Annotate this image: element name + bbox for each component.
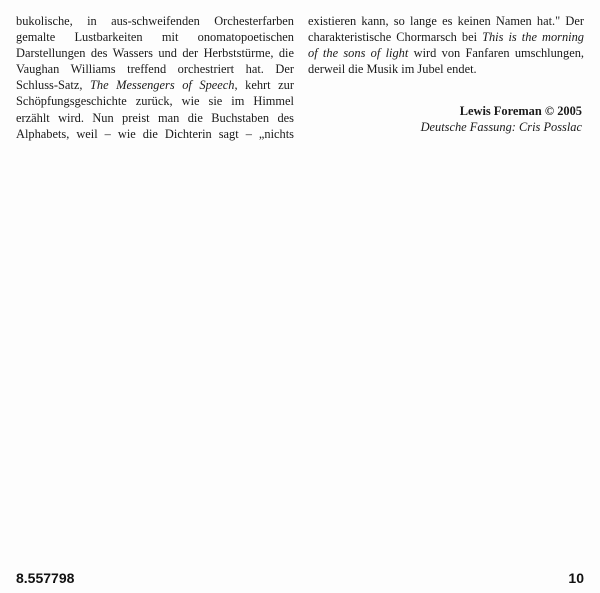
catalog-number: 8.557798 (16, 570, 75, 586)
work-title: of the sons of light (308, 46, 409, 61)
text-segment: Schluss-Satz, (16, 78, 90, 93)
text-segment: wird von Fanfaren umschlungen, (408, 46, 584, 61)
author-credit: Lewis Foreman © 2005 (459, 104, 582, 118)
text-segment: charakteristische Chormarsch bei (308, 30, 483, 45)
text-line: derweil die Musik im Jubel endet. (308, 62, 477, 77)
text-segment: , kehrt zur (234, 78, 295, 93)
work-title: The Messengers of Speech (90, 78, 235, 93)
translation-credit: Deutsche Fassung: Cris Posslac (420, 120, 582, 135)
text-column-right (308, 13, 584, 77)
text-line (308, 29, 584, 45)
text-line: bukolische, in aus-schweifenden Orchesterfarben (16, 14, 294, 28)
page-number: 10 (568, 570, 584, 586)
text-line: Alphabets, weil – wie die Dichterin sagt – „nichts (16, 126, 294, 141)
text-line: Darstellungen des Wassers und der Herbststürme, die (16, 46, 294, 61)
credits-block (308, 103, 582, 136)
work-title: This is the morning (482, 30, 584, 45)
text-line: existieren kann, so lange es keinen Namen hat." Der (308, 14, 584, 28)
text-line (16, 77, 294, 93)
text-line: gemalte Lustbarkeiten mit onomatopoetischen (16, 30, 294, 45)
text-line (308, 45, 584, 61)
text-line: Vaughan Williams treffend orchestriert hat. Der (16, 62, 294, 77)
text-line: erzählt wird. Nun preist man die Buchstaben des (16, 110, 294, 125)
text-column-left (16, 13, 294, 142)
text-line: Schöpfungsgeschichte zurück, wie sie im Himmel (16, 94, 294, 109)
